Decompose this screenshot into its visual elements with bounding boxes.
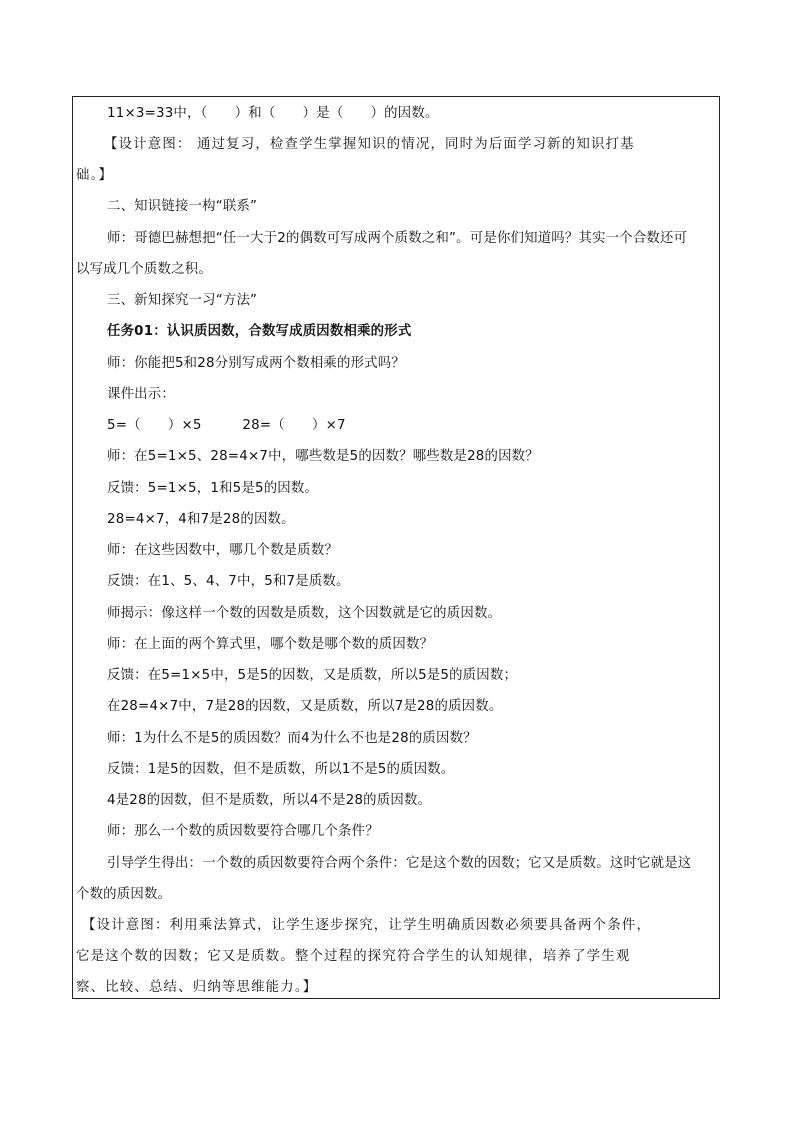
goldbach-line-2: 以写成几个质数之积。 bbox=[76, 262, 212, 277]
section-3-heading: 三、新知探究一习“方法” bbox=[107, 293, 258, 308]
review-question: 11×3=33中，（ ）和（ ）是（ ）的因数。 bbox=[107, 106, 439, 121]
design-intent-1-line-1: 【设计意图： 通过复习，检查学生掌握知识的情况，同时为后面学习新的知识打基 bbox=[104, 137, 635, 152]
design-intent-1-line-2: 础。】 bbox=[76, 168, 114, 183]
design-intent-2-line-1: 【设计意图：利用乘法算式，让学生逐步探究，让学生明确质因数必须要具备两个条件， bbox=[82, 918, 652, 933]
courseware-label: 课件出示： bbox=[107, 387, 175, 402]
guide-conclusion-line-2: 个数的质因数。 bbox=[76, 887, 172, 902]
teacher-reveal: 师揭示：像这样一个数的因数是质数，这个因数就是它的质因数。 bbox=[107, 606, 502, 621]
design-intent-2-line-2: 它是这个数的因数；它又是质数。整个过程的探究符合学生的认知规律，培养了学生观 bbox=[76, 949, 631, 964]
teacher-question-2: 师：在5=1×5、28=4×7中，哪些数是5的因数？哪些数是28的因数？ bbox=[107, 449, 539, 464]
feedback-1-cont: 28=4×7，4和7是28的因数。 bbox=[107, 512, 295, 527]
design-intent-2-line-3: 察、比较、总结、归纳等思维能力。】 bbox=[76, 980, 318, 995]
teacher-question-4: 师：在上面的两个算式里，哪个数是哪个数的质因数？ bbox=[107, 637, 434, 652]
task-01-heading: 任务01：认识质因数，合数写成质因数相乘的形式 bbox=[107, 324, 412, 339]
feedback-4-cont: 4是28的因数，但不是质数，所以4不是28的质因数。 bbox=[107, 793, 432, 808]
guide-conclusion-line-1: 引导学生得出：一个数的质因数要符合两个条件：它是这个数的因数；它又是质数。这时它就是这 bbox=[107, 856, 692, 871]
feedback-3: 反馈：在5=1×5中，5是5的因数，又是质数，所以5是5的质因数； bbox=[107, 668, 518, 683]
feedback-4: 反馈：1是5的因数，但不是质数，所以1不是5的质因数。 bbox=[107, 762, 455, 777]
goldbach-line-1: 师：哥德巴赫想把“任一大于2的偶数可写成两个质数之和”。可是你们知道吗？其实一个合数还可 bbox=[107, 231, 688, 246]
feedback-2: 反馈：在1、5、4、7中，5和7是质数。 bbox=[107, 574, 350, 589]
teacher-question-1: 师：你能把5和28分别写成两个数相乘的形式吗？ bbox=[107, 356, 405, 371]
teacher-question-3: 师：在这些因数中，哪几个数是质数？ bbox=[107, 543, 339, 558]
teacher-question-5: 师：1为什么不是5的质因数？而4为什么不也是28的质因数？ bbox=[107, 731, 477, 746]
teacher-question-6: 师：那么一个数的质因数要符合哪几个条件？ bbox=[107, 824, 379, 839]
courseware-equations: 5=（ ）×5 28=（ ）×7 bbox=[107, 418, 346, 433]
section-2-heading: 二、知识链接一构“联系” bbox=[107, 199, 258, 214]
feedback-1: 反馈：5=1×5，1和5是5的因数。 bbox=[107, 481, 319, 496]
feedback-3-cont: 在28=4×7中，7是28的因数，又是质数，所以7是28的质因数。 bbox=[107, 699, 503, 714]
